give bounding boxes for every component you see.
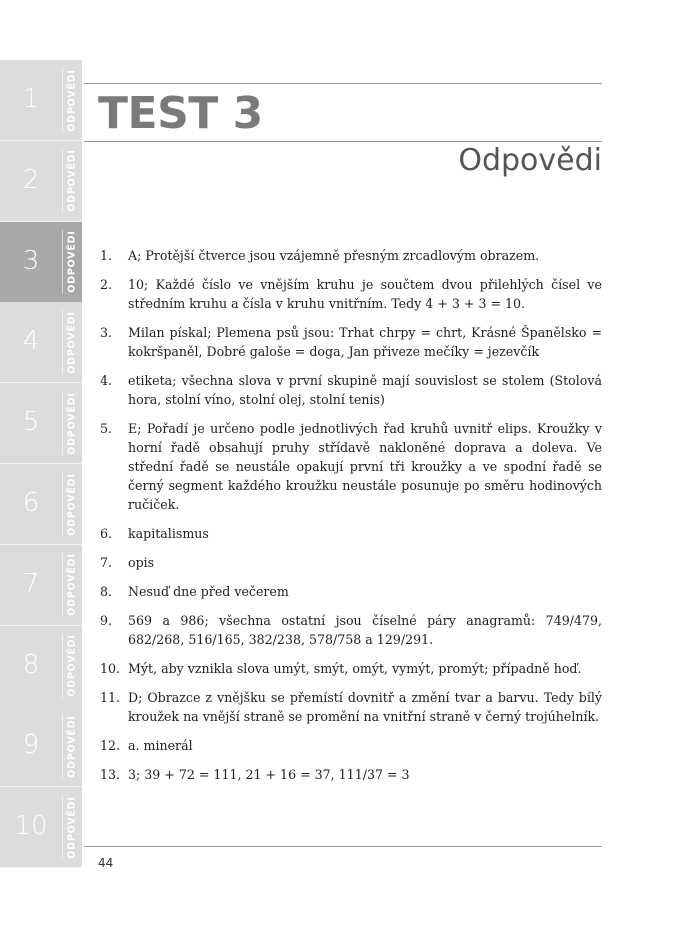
answer-text: A; Protější čtverce jsou vzájemně přesným zrcadlovým obrazem.: [128, 248, 540, 263]
tab-label-wrap: [63, 545, 81, 625]
tab-label: ODPOVĚDI: [66, 391, 78, 455]
answer-number: 7.: [100, 555, 113, 570]
answer-text: 10; Každé číslo ve vnějším kruhu je součtem dvou přilehlých čísel ve středním kruhu a čísla v kruhu vnitřním. Tedy 4 + 3 + 3 = 10.: [128, 277, 602, 311]
section-tab-9: [0, 706, 82, 787]
title-rule: [84, 141, 602, 142]
answer-item: [100, 688, 602, 726]
answer-item: [100, 275, 602, 313]
answer-text: E; Pořadí je určeno podle jednotlivých řad kruhů uvnitř elips. Kroužky v horní řadě obsahují pruhy střídavě nakloněné doprava a doleva. Ve střední řadě se neustále opakují první tři kroužky a ve spodní řadě se černý segment každého kroužku neustále posunuje po směru hodinových ručiček.: [128, 421, 602, 512]
tab-number: 6: [22, 488, 40, 518]
answer-item: [100, 246, 602, 265]
tab-label: ODPOVĚDI: [66, 472, 78, 536]
answer-item: [100, 371, 602, 409]
answer-number: 12.: [100, 738, 121, 753]
tab-label-wrap: [63, 222, 81, 302]
top-rule: [84, 83, 602, 84]
answers-title: Odpovědi: [458, 143, 602, 178]
answer-text: a. minerál: [128, 738, 193, 753]
tab-number: 2: [22, 164, 40, 195]
answer-item: [100, 659, 602, 678]
tab-label-wrap: [63, 787, 81, 867]
answers-list: [100, 246, 602, 794]
answer-text: opis: [128, 555, 155, 570]
tab-label: ODPOVĚDI: [66, 715, 78, 778]
tab-label-wrap: [63, 464, 81, 544]
answer-number: 6.: [100, 526, 113, 541]
tab-number: 8: [22, 649, 40, 680]
tab-number: 10: [14, 811, 48, 842]
tab-label-wrap: [63, 141, 81, 221]
tab-label: ODPOVĚDI: [66, 230, 78, 293]
tab-label: ODPOVĚDI: [66, 311, 78, 374]
answer-number: 13.: [100, 767, 121, 782]
answer-number: 3.: [100, 325, 113, 340]
answer-item: [100, 524, 602, 543]
section-tab-4: [0, 302, 82, 383]
answer-item: [100, 736, 602, 755]
tab-label-wrap: [63, 383, 81, 463]
page-number: 44: [98, 856, 114, 870]
answer-number: 5.: [100, 421, 113, 436]
tab-label-wrap: [63, 706, 81, 786]
answer-number: 11.: [100, 690, 121, 705]
section-tab-1: [0, 60, 82, 141]
tab-number: 9: [22, 730, 40, 761]
answer-text: etiketa; všechna slova v první skupině mají souvislost se stolem (Stolová hora, stolní víno, stolní olej, stolní tenis): [128, 373, 602, 407]
tab-label: ODPOVĚDI: [66, 149, 78, 213]
answer-text: 3; 39 + 72 = 111, 21 + 16 = 37, 111/37 = 3: [128, 767, 410, 782]
answer-number: 2.: [100, 277, 113, 292]
section-tab-7: [0, 545, 82, 626]
answer-text: 569 a 986; všechna ostatní jsou číselné páry anagramů: 749/479, 682/268, 516/165, 382/238, 578/758 a 129/291.: [128, 613, 602, 647]
tab-label: ODPOVĚDI: [66, 795, 78, 859]
answer-number: 10.: [100, 661, 121, 676]
answer-number: 4.: [100, 373, 113, 388]
answer-item: [100, 553, 602, 572]
section-tab-6: [0, 464, 82, 545]
test-title: TEST 3: [98, 88, 263, 139]
tab-label-wrap: [63, 60, 81, 140]
answer-number: 1.: [100, 248, 113, 263]
tab-number: 5: [22, 407, 40, 438]
section-tab-2: [0, 141, 82, 222]
footer-rule: [84, 846, 602, 847]
tab-number: 1: [22, 84, 40, 114]
tab-number: 3: [22, 245, 40, 276]
answer-text: D; Obrazce z vnějšku se přemístí dovnitř a změní tvar a barvu. Tedy bílý kroužek na vnější straně se promění na vnitřní straně v černý trojúhelník.: [128, 690, 602, 724]
tab-label: ODPOVĚDI: [66, 634, 78, 697]
answer-text: Nesuď dne před večerem: [128, 584, 289, 599]
answer-number: 8.: [100, 584, 113, 599]
answer-number: 9.: [100, 613, 113, 628]
section-tab-8: [0, 626, 82, 707]
answer-item: [100, 419, 602, 514]
answer-item: [100, 323, 602, 361]
section-tab-3: [0, 222, 82, 303]
tab-number: 4: [22, 326, 40, 357]
answer-text: Mýt, aby vznikla slova umýt, smýt, omýt, vymýt, promýt; případně hoď.: [128, 661, 582, 676]
tab-label: ODPOVĚDI: [66, 553, 78, 617]
answer-text: kapitalismus: [128, 526, 209, 541]
tab-number: 7: [22, 568, 40, 599]
answer-text: Milan pískal; Plemena psů jsou: Trhat chrpy = chrt, Krásné Španělsko = kokršpaněl, Dobré galoše = doga, Jan přiveze mečíky = jezevčík: [128, 325, 602, 359]
section-tabs: [0, 60, 82, 868]
section-tab-5: [0, 383, 82, 464]
tab-label-wrap: [63, 626, 81, 706]
tab-label: ODPOVĚDI: [66, 68, 78, 132]
answer-item: [100, 582, 602, 601]
answer-item: [100, 765, 602, 784]
answer-item: [100, 611, 602, 649]
tab-label-wrap: [63, 302, 81, 382]
section-tab-10: [0, 787, 82, 868]
